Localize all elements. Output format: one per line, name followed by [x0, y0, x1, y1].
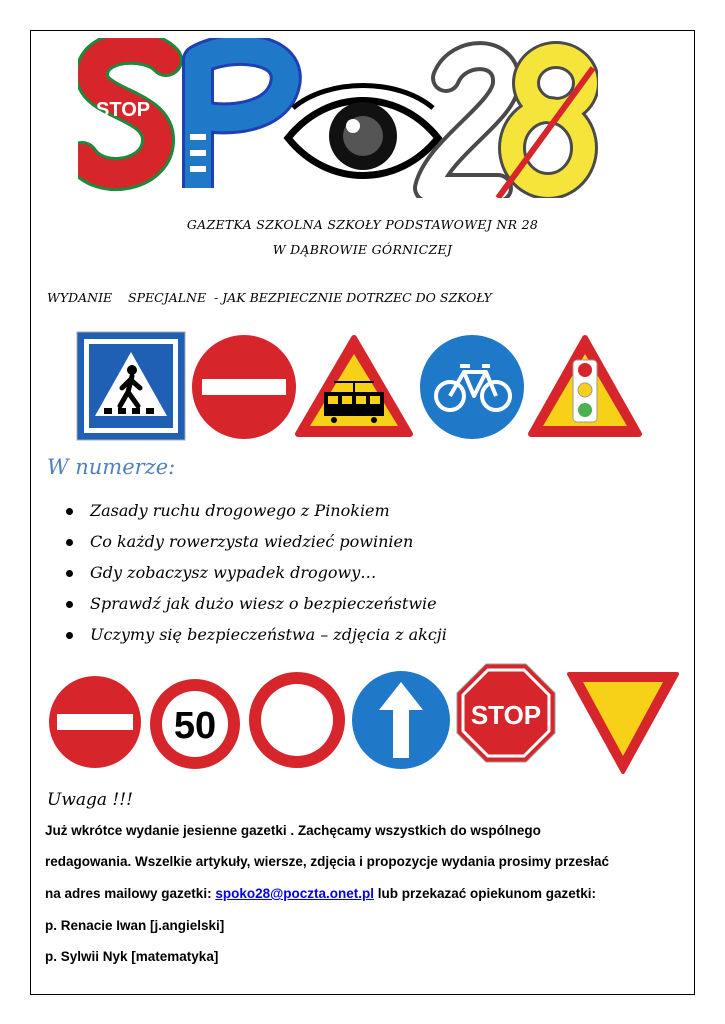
logo-letter-p — [190, 50, 286, 188]
contents-list — [60, 497, 447, 652]
pedestrian-crossing-sign — [77, 332, 185, 440]
list-item-label: Zasady ruchu drogowego z Pinokiem — [90, 501, 390, 520]
school-logo — [78, 38, 598, 198]
list-item — [60, 621, 447, 652]
newspaper-title: GAZETKA SZKOLNA SZKOŁY PODSTAWOWEJ NR 28 — [186, 217, 539, 232]
contents-heading: W numerze: — [47, 455, 176, 479]
edition-title: WYDANIE SPECJALNE - JAK BEZPIECZNIE DOTRZEC DO SZKOŁY — [47, 290, 492, 305]
editor-1: p. Renacie Iwan [j.angielski] — [45, 918, 225, 933]
notice-line-3-end: lub przekazać opiekunom gazetki: — [374, 886, 597, 901]
bullet-icon — [66, 632, 73, 639]
notice-line-3-start: na adres mailowy gazetki: — [45, 886, 216, 901]
eye-icon — [288, 86, 438, 176]
notice-title: Uwaga !!! — [47, 790, 133, 810]
newspaper-city: W DĄBROWIE GÓRNICZEJ — [272, 242, 453, 257]
yield-sign — [569, 674, 677, 772]
bullet-icon — [66, 539, 73, 546]
list-item-label: Gdy zobaczysz wypadek drogowy… — [90, 563, 377, 582]
notice-line-1: Już wkrótce wydanie jesienne gazetki . Zachęcamy wszystkich do wspólnego — [45, 823, 541, 838]
list-item — [60, 497, 447, 528]
no-entry-sign — [49, 676, 141, 768]
list-item — [60, 559, 447, 590]
editor-2: p. Sylwii Nyk [matematyka] — [45, 949, 219, 964]
notice-line-2: redagowania. Wszelkie artykuły, wiersze, zdjęcia i propozycje wydania prosimy przesłać — [45, 854, 609, 869]
bicycle-path-sign — [420, 335, 524, 439]
logo-stop-text: STOP — [96, 99, 151, 121]
bullet-icon — [66, 601, 73, 608]
list-item-label: Sprawdź jak dużo wiesz o bezpieczeństwie — [90, 594, 437, 613]
list-item-label: Co każdy rowerzysta wiedzieć powinien — [90, 532, 414, 551]
email-link[interactable]: spoko28@poczta.onet.pl — [215, 886, 374, 901]
stop-sign-text: STOP — [470, 700, 542, 730]
no-vehicles-sign — [249, 672, 345, 768]
bullet-icon — [66, 508, 73, 515]
speed-limit-value: 50 — [173, 705, 217, 747]
tram-warning-sign — [298, 338, 410, 434]
no-entry-sign — [192, 335, 296, 439]
logo-number-28 — [428, 55, 593, 198]
logo-letter-s — [82, 48, 166, 174]
list-item — [60, 528, 447, 559]
top-signs-row — [72, 330, 647, 445]
list-item — [60, 590, 447, 621]
bullet-icon — [66, 570, 73, 577]
notice-line-3 — [45, 886, 596, 901]
traffic-lights-warning-sign — [531, 338, 639, 434]
bottom-signs-row — [45, 662, 685, 777]
stop-sign — [457, 664, 555, 762]
list-item-label: Uczymy się bezpieczeństwa – zdjęcia z akcji — [90, 625, 447, 644]
speed-limit-sign — [150, 679, 240, 769]
straight-only-sign — [352, 671, 450, 769]
